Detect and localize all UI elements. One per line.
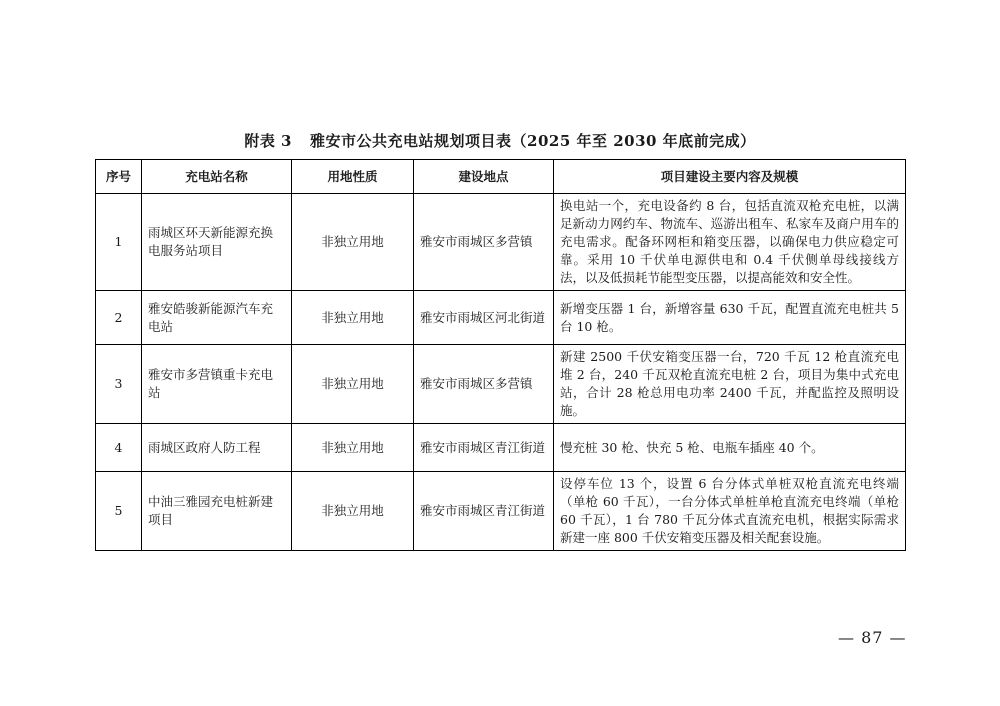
cell-content: 新建 2500 千伏安箱变压器一台，720 千瓦 12 枪直流充电堆 2 台，240 千瓦双枪直流充电桩 2 台，项目为集中式充电站，合计 28 枪总用电功率 2400 千瓦，并配监控及照明设施。 [554, 345, 906, 424]
table-row [96, 472, 906, 551]
cell-location: 雅安市雨城区多营镇 [414, 345, 554, 424]
cell-name: 雨城区政府人防工程 [142, 424, 292, 472]
cell-seq: 3 [96, 345, 142, 424]
cell-seq: 2 [96, 291, 142, 345]
table-title [0, 130, 1000, 151]
cell-location: 雅安市雨城区青江街道 [414, 424, 554, 472]
header-name: 充电站名称 [142, 160, 292, 194]
cell-content: 设停车位 13 个，设置 6 台分体式单桩双枪直流充电终端（单枪 60 千瓦），一台分体式单桩单枪直流充电终端（单枪 60 千瓦），1 台 780 千瓦分体式直流充电机，根据实际需求新建一座 800 千伏安箱变压器及相关配套设施。 [554, 472, 906, 551]
cell-land: 非独立用地 [292, 424, 414, 472]
cell-land: 非独立用地 [292, 345, 414, 424]
header-seq: 序号 [96, 160, 142, 194]
cell-content: 慢充桩 30 枪、快充 5 枪、电瓶车插座 40 个。 [554, 424, 906, 472]
cell-seq: 1 [96, 194, 142, 291]
cell-land: 非独立用地 [292, 291, 414, 345]
cell-location: 雅安市雨城区青江街道 [414, 472, 554, 551]
cell-land: 非独立用地 [292, 194, 414, 291]
cell-name: 雅安市多营镇重卡充电站 [142, 345, 292, 424]
cell-seq: 5 [96, 472, 142, 551]
cell-name: 雅安皓骏新能源汽车充电站 [142, 291, 292, 345]
cell-name: 中油三雅园充电桩新建项目 [142, 472, 292, 551]
title-text: 雅安市公共充电站规划项目表（2025 年至 2030 年底前完成） [310, 132, 756, 150]
cell-name: 雨城区环天新能源充换电服务站项目 [142, 194, 292, 291]
header-content: 项目建设主要内容及规模 [554, 160, 906, 194]
cell-seq: 4 [96, 424, 142, 472]
cell-location: 雅安市雨城区河北街道 [414, 291, 554, 345]
cell-land: 非独立用地 [292, 472, 414, 551]
page-number: — 87 — [838, 628, 907, 647]
header-land: 用地性质 [292, 160, 414, 194]
charging-station-plan-table [95, 159, 906, 551]
cell-content: 新增变压器 1 台，新增容量 630 千瓦，配置直流充电桩共 5 台 10 枪。 [554, 291, 906, 345]
table-row [96, 194, 906, 291]
appendix-label: 附表 3 [244, 132, 292, 150]
header-location: 建设地点 [414, 160, 554, 194]
cell-location: 雅安市雨城区多营镇 [414, 194, 554, 291]
cell-content: 换电站一个，充电设备约 8 台，包括直流双枪充电桩，以满足新动力网约车、物流车、巡游出租车、私家车及商户用车的充电需求。配备环网柜和箱变压器，以确保电力供应稳定可靠。采用 10 千伏单电源供电和 0.4 千伏侧单母线接线方法，以及低损耗节能型变压器，以提高能效和安全性。 [554, 194, 906, 291]
table-row [96, 345, 906, 424]
header-row [96, 160, 906, 194]
table-row [96, 291, 906, 345]
table-row [96, 424, 906, 472]
